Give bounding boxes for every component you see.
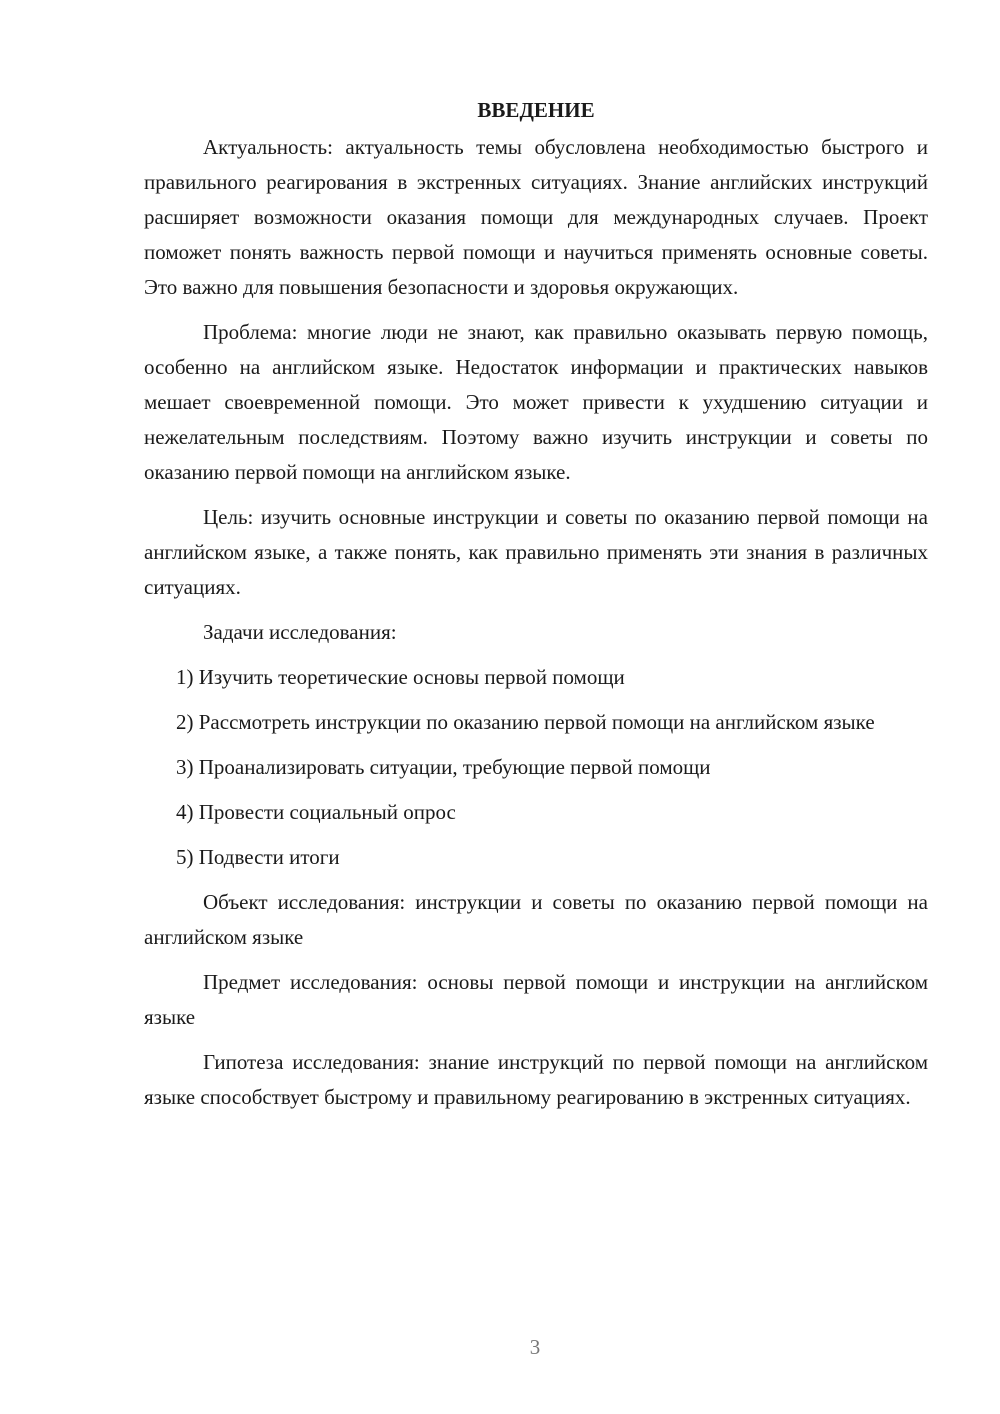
paragraph-hypothesis: Гипотеза исследования: знание инструкций по первой помощи на английском языке способствует быстрому и правильному реагированию в экстренных ситуациях. [144,1050,928,1109]
section-heading: ВВЕДЕНИЕ [477,98,595,122]
task-item-4: 4) Провести социальный опрос [176,800,456,824]
paragraph-object: Объект исследования: инструкции и советы по оказанию первой помощи на английском языке [144,890,928,949]
page-number: 3 [529,1335,541,1359]
task-item-1: 1) Изучить теоретические основы первой помощи [176,665,625,689]
paragraph-subject: Предмет исследования: основы первой помощи и инструкции на английском языке [144,970,928,1029]
tasks-title: Задачи исследования: [203,620,397,644]
task-item-2: 2) Рассмотреть инструкции по оказанию первой помощи на английском языке [176,710,875,734]
paragraph-relevance: Актуальность: актуальность темы обусловлена необходимостью быстрого и правильного реагирования в экстренных ситуациях. Знание английских инструкций расширяет возможности оказания помощи для международных случаев. Проект поможет понять важность первой помощи и научиться применять основные советы. Это важно для повышения безопасности и здоровья окружающих. [144,135,928,299]
task-item-5: 5) Подвести итоги [176,845,340,869]
paragraph-problem: Проблема: многие люди не знают, как правильно оказывать первую помощь, особенно на английском языке. Недостаток информации и практических навыков мешает своевременной помощи. Это может привести к ухудшению ситуации и нежелательным последствиям. Поэтому важно изучить инструкции и советы по оказанию первой помощи на английском языке. [144,320,928,484]
page-content [144,93,928,1115]
task-item-3: 3) Проанализировать ситуации, требующие первой помощи [176,755,711,779]
paragraph-goal: Цель: изучить основные инструкции и советы по оказанию первой помощи на английском языке, а также понять, как правильно применять эти знания в различных ситуациях. [144,505,928,599]
